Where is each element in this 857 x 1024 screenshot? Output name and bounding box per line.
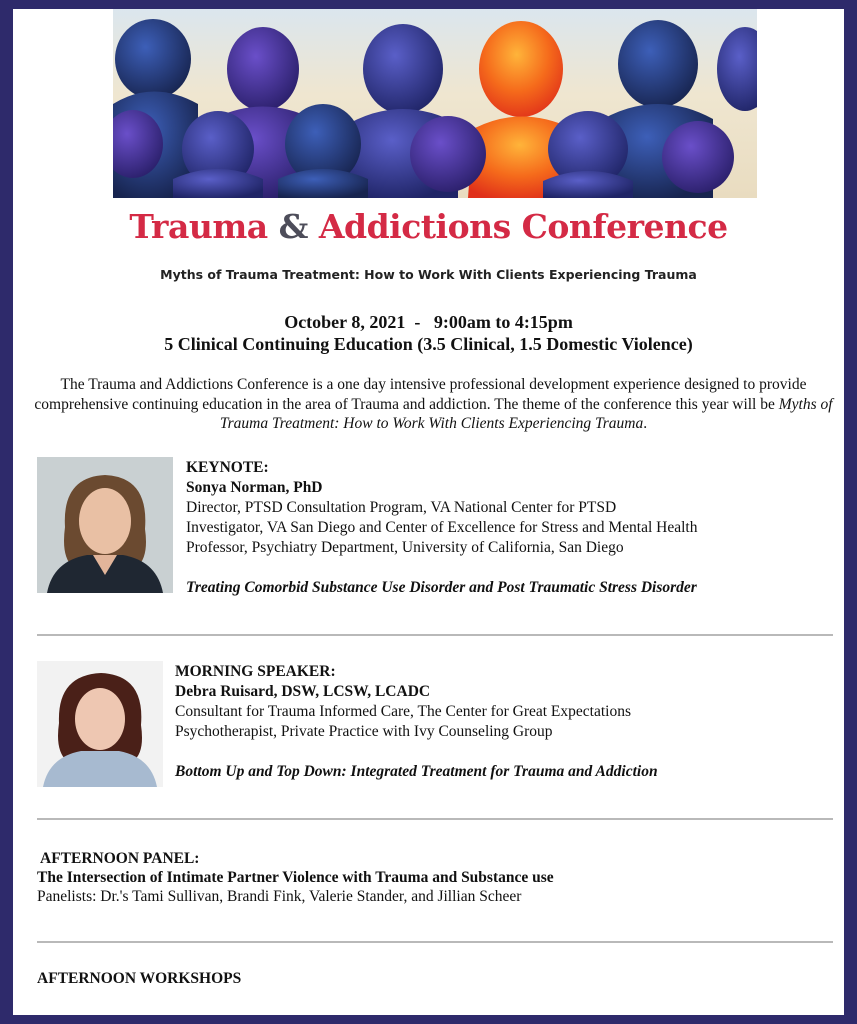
title-ampersand: &	[278, 207, 308, 246]
title-part-1: Trauma	[129, 207, 268, 246]
intro-paragraph	[33, 375, 834, 434]
keynote-name: Sonya Norman, PhD	[186, 479, 323, 496]
keynote-speaker-photo	[37, 457, 173, 593]
flyer-page	[13, 9, 844, 1015]
banner-image	[113, 9, 757, 198]
event-date-line: October 8, 2021 - 9:00am to 4:15pm	[284, 312, 573, 332]
conference-subtitle: Myths of Trauma Treatment: How to Work With Clients Experiencing Trauma	[160, 267, 697, 282]
event-details	[13, 311, 844, 355]
keynote-affiliation-1: Director, PTSD Consultation Program, VA National Center for PTSD	[186, 499, 617, 516]
keynote-affiliation-3: Professor, Psychiatry Department, University of California, San Diego	[186, 539, 624, 556]
morning-talk-title: Bottom Up and Top Down: Integrated Treatment for Trauma and Addiction	[175, 763, 658, 780]
divider	[37, 941, 833, 943]
ce-credits-line: 5 Clinical Continuing Education (3.5 Clinical, 1.5 Domestic Violence)	[164, 334, 693, 354]
title-part-2: Addictions Conference	[318, 207, 728, 246]
panel-title: The Intersection of Intimate Partner Violence with Trauma and Substance use	[37, 869, 554, 886]
intro-text-end: .	[643, 415, 648, 432]
divider	[37, 818, 833, 820]
divider	[37, 634, 833, 636]
afternoon-panel	[37, 849, 554, 906]
afternoon-workshops-heading: AFTERNOON WORKSHOPS	[37, 970, 242, 987]
intro-theme: Myths of Trauma Treatment: How to Work With Clients Experiencing Trauma	[219, 395, 833, 432]
intro-text: The Trauma and Addictions Conference is a one day intensive professional development experience designed to provide comprehensive continuing education in the area of Trauma and addiction. The theme of the conference this year will be	[34, 376, 807, 413]
heads-illustration	[113, 9, 757, 198]
morning-role: MORNING SPEAKER:	[175, 663, 336, 680]
morning-affiliation-2: Psychotherapist, Private Practice with Ivy Counseling Group	[175, 723, 553, 740]
panel-role: AFTERNOON PANEL:	[37, 850, 200, 867]
morning-affiliation-1: Consultant for Trauma Informed Care, The Center for Great Expectations	[175, 703, 631, 720]
morning-name: Debra Ruisard, DSW, LCSW, LCADC	[175, 683, 431, 700]
conference-title	[13, 207, 844, 246]
panel-panelists: Panelists: Dr.'s Tami Sullivan, Brandi Fink, Valerie Stander, and Jillian Scheer	[37, 888, 522, 905]
morning-speaker-photo	[37, 661, 163, 787]
keynote-talk-title: Treating Comorbid Substance Use Disorder and Post Traumatic Stress Disorder	[186, 579, 697, 596]
keynote-affiliation-2: Investigator, VA San Diego and Center of Excellence for Stress and Mental Health	[186, 519, 698, 536]
keynote-role: KEYNOTE:	[186, 459, 269, 476]
keynote-info	[186, 458, 697, 598]
morning-speaker-info	[175, 662, 658, 782]
